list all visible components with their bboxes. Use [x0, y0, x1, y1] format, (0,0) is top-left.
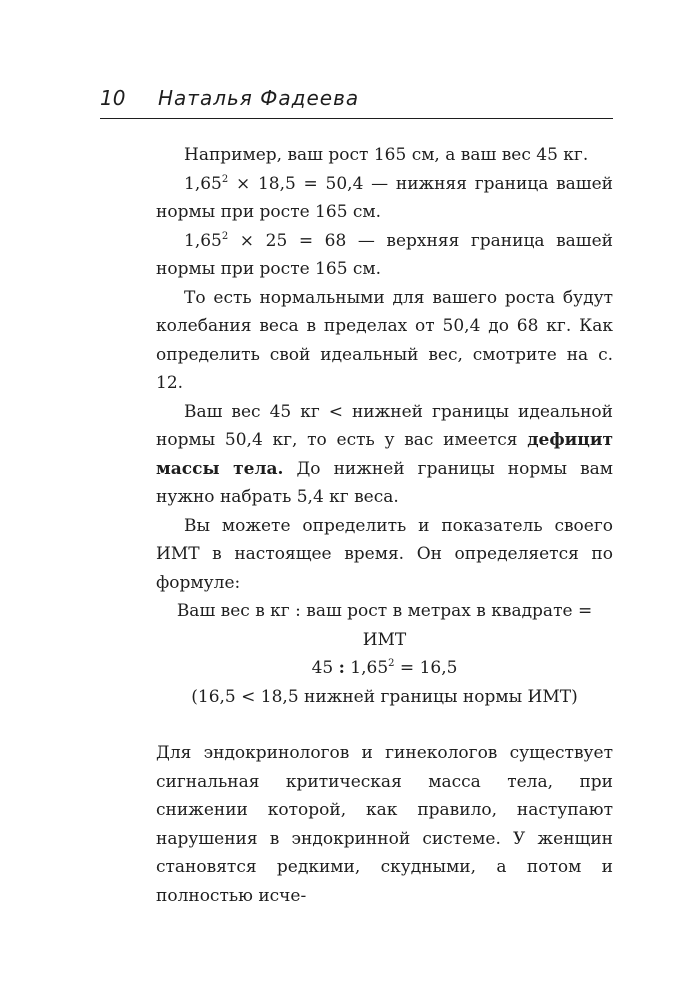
author-name: Наталья Фадеева: [158, 86, 360, 110]
bold-term: дефицит массы тела.: [156, 430, 613, 479]
header-rule: [100, 118, 613, 119]
page-number: 10: [100, 86, 126, 110]
page-body: [156, 141, 613, 910]
paragraph-example: Например, ваш рост 165 см, а ваш вес 45 кг.: [184, 145, 589, 165]
paragraph-normal-range: То есть нормальными для вашего роста будут колебания веса в пределах от 50,4 до 68 кг. Как определить свой идеальный вес, смотрите на с. 12.: [156, 287, 613, 393]
paragraph-lower-bound: $1,65^2 \times 18,5 = 50,4$ — нижняя граница вашей нормы при росте 165 см.: [156, 173, 613, 222]
formula-line-1: Ваш вес в кг : ваш рост в метрах в квадрате =: [176, 601, 593, 621]
formula-calc: 45 : $1,65^2 = 16,5$: [311, 658, 458, 678]
formula-comparison: (16,5 < 18,5 нижней границы нормы ИМТ): [191, 686, 578, 707]
paragraph-deficit: Ваш вес 45 кг < нижней границы идеальной нормы 50,4 кг, то есть у вас имеется дефицит массы тела. До нижней границы нормы вам нужно набрать 5,4 кг веса.: [156, 401, 613, 507]
paragraph-critical-mass: Для эндокринологов и гинекологов существует сигнальная критическая масса тела, при снижении которой, как правило, наступают нарушения в эндокринной системе. У женщин становятся редкими, скудными, а потом и полностью исче-: [156, 743, 613, 906]
paragraph-upper-bound: $1,65^2 \times 25 = 68$ — верхняя граница вашей нормы при росте 165 см.: [156, 230, 613, 279]
paragraph-bmi-intro: Вы можете определить и показатель своего ИМТ в настоящее время. Он определяется по формуле:: [156, 515, 613, 593]
formula-line-2: ИМТ: [362, 629, 407, 650]
section-spacer: [156, 711, 613, 739]
running-header: [100, 82, 613, 118]
